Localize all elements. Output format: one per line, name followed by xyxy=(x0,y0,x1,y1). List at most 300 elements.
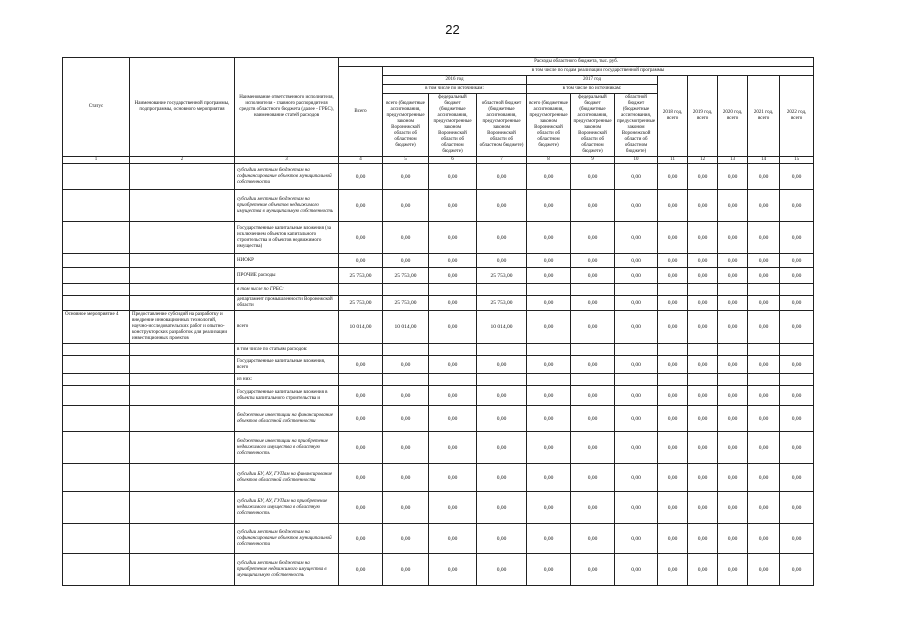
page-number: 22 xyxy=(445,22,460,37)
value-cell xyxy=(748,344,780,356)
expense-label-cell: Государственные капитальные вложения, всего xyxy=(235,356,339,374)
value-cell: 0,00 xyxy=(571,554,615,586)
value-cell: 0,00 xyxy=(429,464,477,492)
column-number: 13 xyxy=(718,157,748,164)
value-cell: 0,00 xyxy=(615,406,658,432)
column-number: 11 xyxy=(658,157,688,164)
program-cell xyxy=(130,432,235,464)
table-row xyxy=(63,296,814,311)
value-cell: 0,00 xyxy=(780,356,814,374)
value-cell xyxy=(748,374,780,386)
value-cell: 0,00 xyxy=(383,254,429,268)
value-cell: 0,00 xyxy=(718,524,748,554)
value-cell: 0,00 xyxy=(477,406,527,432)
budget-table xyxy=(62,57,814,586)
value-cell: 0,00 xyxy=(429,524,477,554)
program-cell xyxy=(130,464,235,492)
expense-label-cell: Государственные капитальные вложения в объекты капитального строительства и xyxy=(235,386,339,406)
value-cell: 0,00 xyxy=(571,268,615,284)
value-cell: 0,00 xyxy=(658,554,688,586)
value-cell: 0,00 xyxy=(718,464,748,492)
column-number: 4 xyxy=(339,157,383,164)
value-cell: 0,00 xyxy=(688,356,718,374)
value-cell: 0,00 xyxy=(477,554,527,586)
value-cell: 0,00 xyxy=(571,311,615,344)
value-cell: 0,00 xyxy=(571,492,615,524)
value-cell: 0,00 xyxy=(339,356,383,374)
value-cell: 0,00 xyxy=(527,296,571,311)
value-cell xyxy=(571,374,615,386)
value-cell: 0,00 xyxy=(780,554,814,586)
value-cell: 0,00 xyxy=(718,268,748,284)
value-cell: 0,00 xyxy=(780,492,814,524)
table-row xyxy=(63,284,814,296)
value-cell xyxy=(429,284,477,296)
value-cell: 0,00 xyxy=(780,311,814,344)
value-cell: 0,00 xyxy=(527,554,571,586)
value-cell: 0,00 xyxy=(383,386,429,406)
value-cell: 0,00 xyxy=(748,296,780,311)
value-cell: 0,00 xyxy=(571,464,615,492)
value-cell: 0,00 xyxy=(383,164,429,190)
value-cell: 0,00 xyxy=(615,222,658,254)
value-cell: 0,00 xyxy=(658,524,688,554)
value-cell: 25 753,00 xyxy=(339,268,383,284)
expense-label-cell: субсидии БУ, АУ, ГУПам на финансирование объектов областной собственности xyxy=(235,464,339,492)
program-cell: Предоставление субсидий на разработку и внедрение инновационных технологий, научно-исследовательских работ и опытно-конструкторских разработок для реализации инвестиционных проектов xyxy=(130,311,235,344)
program-cell xyxy=(130,492,235,524)
value-cell: 0,00 xyxy=(718,164,748,190)
value-cell: 0,00 xyxy=(688,190,718,222)
value-cell xyxy=(780,374,814,386)
column-number: 3 xyxy=(235,157,339,164)
expense-label-cell: в том числе по статьям расходов: xyxy=(235,344,339,356)
program-cell xyxy=(130,356,235,374)
value-cell xyxy=(477,374,527,386)
column-number: 10 xyxy=(615,157,658,164)
value-cell: 0,00 xyxy=(571,254,615,268)
value-cell: 0,00 xyxy=(748,356,780,374)
value-cell: 25 753,00 xyxy=(383,296,429,311)
value-cell: 0,00 xyxy=(339,524,383,554)
value-cell: 0,00 xyxy=(748,222,780,254)
value-cell: 0,00 xyxy=(571,164,615,190)
header-2017-federal: федеральный бюджет (бюджетные ассигнования, предусмотренные законом Воронежской области об областном бюджете) xyxy=(571,94,615,157)
value-cell: 0,00 xyxy=(477,524,527,554)
value-cell: 0,00 xyxy=(383,554,429,586)
column-number: 14 xyxy=(748,157,780,164)
value-cell: 0,00 xyxy=(527,406,571,432)
expense-label-cell: субсидии местным бюджетам на приобретение объектов недвижимого имущества в муниципальную собственность xyxy=(235,190,339,222)
program-cell xyxy=(130,296,235,311)
value-cell: 0,00 xyxy=(718,296,748,311)
expense-label-cell: бюджетные инвестиции на приобретение недвижимого имущества в областную собственность xyxy=(235,432,339,464)
status-cell xyxy=(63,524,130,554)
value-cell: 0,00 xyxy=(688,464,718,492)
value-cell: 0,00 xyxy=(780,254,814,268)
value-cell: 0,00 xyxy=(383,190,429,222)
table-row xyxy=(63,374,814,386)
value-cell: 0,00 xyxy=(615,190,658,222)
table-row xyxy=(63,311,814,344)
header-2022: 2022 год, всего xyxy=(780,76,814,157)
value-cell: 0,00 xyxy=(780,296,814,311)
expense-label-cell: субсидии БУ, АУ, ГУПам на приобретение недвижимого имущества в областную собственность xyxy=(235,492,339,524)
value-cell: 0,00 xyxy=(658,296,688,311)
value-cell: 0,00 xyxy=(748,406,780,432)
value-cell: 0,00 xyxy=(429,190,477,222)
value-cell: 0,00 xyxy=(718,356,748,374)
value-cell xyxy=(527,344,571,356)
value-cell: 0,00 xyxy=(718,254,748,268)
header-2016-total: всего (бюджетные ассигнования, предусмотренные законом Воронежской области об областном бюджете) xyxy=(383,94,429,157)
table-row xyxy=(63,356,814,374)
value-cell: 0,00 xyxy=(383,464,429,492)
column-number: 6 xyxy=(429,157,477,164)
value-cell: 0,00 xyxy=(339,386,383,406)
header-2019: 2019 год, всего xyxy=(688,76,718,157)
value-cell: 0,00 xyxy=(383,406,429,432)
program-cell xyxy=(130,222,235,254)
column-number: 5 xyxy=(383,157,429,164)
value-cell: 0,00 xyxy=(339,164,383,190)
value-cell: 10 014,00 xyxy=(383,311,429,344)
status-cell xyxy=(63,406,130,432)
value-cell xyxy=(748,284,780,296)
value-cell: 0,00 xyxy=(571,190,615,222)
status-cell xyxy=(63,254,130,268)
value-cell xyxy=(339,374,383,386)
value-cell xyxy=(718,344,748,356)
value-cell: 0,00 xyxy=(615,254,658,268)
status-cell xyxy=(63,190,130,222)
header-2017-total: всего (бюджетные ассигнования, предусмотренные законом Воронежской области об областном бюджете) xyxy=(527,94,571,157)
value-cell: 0,00 xyxy=(339,432,383,464)
value-cell xyxy=(339,284,383,296)
value-cell: 0,00 xyxy=(429,254,477,268)
program-cell xyxy=(130,268,235,284)
value-cell: 25 753,00 xyxy=(383,268,429,284)
value-cell: 0,00 xyxy=(527,464,571,492)
value-cell: 0,00 xyxy=(780,190,814,222)
program-cell xyxy=(130,406,235,432)
value-cell: 0,00 xyxy=(658,386,688,406)
value-cell: 0,00 xyxy=(339,464,383,492)
value-cell: 0,00 xyxy=(571,296,615,311)
value-cell: 0,00 xyxy=(718,311,748,344)
value-cell: 0,00 xyxy=(383,356,429,374)
value-cell: 0,00 xyxy=(477,164,527,190)
value-cell: 0,00 xyxy=(780,432,814,464)
header-2021: 2021 год, всего xyxy=(748,76,780,157)
value-cell xyxy=(615,284,658,296)
table-row xyxy=(63,386,814,406)
value-cell: 0,00 xyxy=(748,432,780,464)
header-2016-federal: федеральный бюджет (бюджетные ассигнования, предусмотренные законом Воронежской области об областном бюджете) xyxy=(429,94,477,157)
value-cell: 0,00 xyxy=(658,254,688,268)
status-cell xyxy=(63,464,130,492)
status-cell xyxy=(63,386,130,406)
value-cell: 0,00 xyxy=(477,432,527,464)
value-cell: 0,00 xyxy=(615,386,658,406)
column-number: 9 xyxy=(571,157,615,164)
value-cell xyxy=(780,344,814,356)
value-cell: 0,00 xyxy=(748,268,780,284)
expense-label-cell: всего xyxy=(235,311,339,344)
value-cell: 0,00 xyxy=(429,406,477,432)
value-cell: 0,00 xyxy=(658,222,688,254)
value-cell: 25 753,00 xyxy=(339,296,383,311)
value-cell: 0,00 xyxy=(688,164,718,190)
value-cell: 0,00 xyxy=(571,406,615,432)
value-cell: 0,00 xyxy=(748,464,780,492)
column-number: 15 xyxy=(780,157,814,164)
value-cell: 0,00 xyxy=(571,356,615,374)
program-cell xyxy=(130,554,235,586)
value-cell xyxy=(615,344,658,356)
value-cell xyxy=(571,284,615,296)
program-cell xyxy=(130,524,235,554)
value-cell xyxy=(383,344,429,356)
value-cell: 0,00 xyxy=(615,554,658,586)
value-cell: 0,00 xyxy=(718,554,748,586)
value-cell: 0,00 xyxy=(615,296,658,311)
value-cell: 0,00 xyxy=(477,356,527,374)
value-cell xyxy=(718,374,748,386)
value-cell: 0,00 xyxy=(748,524,780,554)
table-row xyxy=(63,432,814,464)
value-cell: 0,00 xyxy=(780,464,814,492)
value-cell: 0,00 xyxy=(615,311,658,344)
value-cell xyxy=(658,284,688,296)
table-row xyxy=(63,190,814,222)
value-cell xyxy=(429,374,477,386)
header-program: Наименование государственной программы, подпрограммы, основного мероприятия xyxy=(130,58,235,157)
value-cell xyxy=(658,344,688,356)
value-cell: 0,00 xyxy=(429,554,477,586)
value-cell: 25 753,00 xyxy=(477,268,527,284)
status-cell xyxy=(63,432,130,464)
value-cell: 0,00 xyxy=(477,492,527,524)
expense-label-cell: ПРОЧИЕ расходы xyxy=(235,268,339,284)
status-cell xyxy=(63,554,130,586)
value-cell xyxy=(615,374,658,386)
value-cell xyxy=(718,284,748,296)
expense-label-cell: субсидии местным бюджетам на приобретение недвижимого имущества в муниципальную собственность xyxy=(235,554,339,586)
value-cell: 0,00 xyxy=(339,190,383,222)
value-cell: 0,00 xyxy=(527,492,571,524)
value-cell: 0,00 xyxy=(429,356,477,374)
value-cell xyxy=(383,284,429,296)
column-number: 1 xyxy=(63,157,130,164)
value-cell: 0,00 xyxy=(688,254,718,268)
header-2016-regional: областной бюджет (бюджетные ассигнования, предусмотренные законом Воронежской области об областном бюджете) xyxy=(477,94,527,157)
column-number: 7 xyxy=(477,157,527,164)
value-cell xyxy=(527,374,571,386)
value-cell: 0,00 xyxy=(658,464,688,492)
value-cell: 0,00 xyxy=(748,164,780,190)
value-cell: 0,00 xyxy=(615,164,658,190)
value-cell: 0,00 xyxy=(688,554,718,586)
value-cell: 0,00 xyxy=(658,190,688,222)
table-row xyxy=(63,222,814,254)
value-cell: 0,00 xyxy=(339,222,383,254)
status-cell xyxy=(63,344,130,356)
table-row xyxy=(63,554,814,586)
value-cell: 0,00 xyxy=(780,222,814,254)
value-cell: 0,00 xyxy=(748,190,780,222)
value-cell: 0,00 xyxy=(477,464,527,492)
value-cell: 0,00 xyxy=(658,356,688,374)
table-row xyxy=(63,492,814,524)
value-cell: 0,00 xyxy=(571,524,615,554)
value-cell: 0,00 xyxy=(688,524,718,554)
value-cell xyxy=(688,374,718,386)
value-cell: 0,00 xyxy=(527,386,571,406)
value-cell: 0,00 xyxy=(748,492,780,524)
value-cell: 0,00 xyxy=(688,406,718,432)
value-cell: 0,00 xyxy=(780,524,814,554)
header-sources-2016: в том числе по источникам: xyxy=(383,85,527,94)
value-cell: 0,00 xyxy=(718,386,748,406)
column-number: 8 xyxy=(527,157,571,164)
header-status: Статус xyxy=(63,58,130,157)
value-cell: 0,00 xyxy=(527,254,571,268)
value-cell: 0,00 xyxy=(477,254,527,268)
header-total: Всего xyxy=(339,67,383,157)
value-cell: 0,00 xyxy=(780,268,814,284)
value-cell: 0,00 xyxy=(658,268,688,284)
value-cell: 0,00 xyxy=(429,222,477,254)
value-cell xyxy=(571,344,615,356)
column-number-row xyxy=(63,157,814,164)
value-cell: 0,00 xyxy=(429,492,477,524)
value-cell xyxy=(477,344,527,356)
value-cell: 0,00 xyxy=(339,554,383,586)
value-cell xyxy=(688,284,718,296)
value-cell xyxy=(527,284,571,296)
value-cell xyxy=(477,284,527,296)
header-sources-2017: в том числе по источникам: xyxy=(527,85,658,94)
value-cell: 0,00 xyxy=(477,190,527,222)
value-cell: 0,00 xyxy=(477,386,527,406)
value-cell: 0,00 xyxy=(688,222,718,254)
value-cell: 0,00 xyxy=(477,222,527,254)
value-cell: 0,00 xyxy=(527,190,571,222)
program-cell xyxy=(130,386,235,406)
value-cell: 0,00 xyxy=(718,492,748,524)
table-row xyxy=(63,344,814,356)
value-cell: 0,00 xyxy=(527,268,571,284)
header-2020: 2020 год, всего xyxy=(718,76,748,157)
header-year-2016: 2016 год xyxy=(383,76,527,85)
header-incl-years: в том числе по годам реализации государственной программы xyxy=(383,67,814,76)
status-cell xyxy=(63,268,130,284)
value-cell: 0,00 xyxy=(718,432,748,464)
value-cell: 0,00 xyxy=(571,222,615,254)
expense-label-cell: НИОКР xyxy=(235,254,339,268)
value-cell: 0,00 xyxy=(527,311,571,344)
value-cell: 0,00 xyxy=(383,524,429,554)
expense-label-cell: в том числе по ГРБС: xyxy=(235,284,339,296)
value-cell: 0,00 xyxy=(658,164,688,190)
value-cell xyxy=(688,344,718,356)
table-row xyxy=(63,164,814,190)
value-cell: 0,00 xyxy=(339,406,383,432)
value-cell: 0,00 xyxy=(615,356,658,374)
value-cell: 0,00 xyxy=(527,432,571,464)
value-cell: 0,00 xyxy=(527,356,571,374)
status-cell xyxy=(63,164,130,190)
header-year-2017: 2017 год xyxy=(527,76,658,85)
value-cell: 0,00 xyxy=(658,432,688,464)
program-cell xyxy=(130,190,235,222)
table-row xyxy=(63,464,814,492)
budget-table-container xyxy=(62,57,814,586)
value-cell: 0,00 xyxy=(748,311,780,344)
table-row xyxy=(63,524,814,554)
value-cell: 0,00 xyxy=(780,164,814,190)
value-cell: 0,00 xyxy=(688,311,718,344)
value-cell: 0,00 xyxy=(615,464,658,492)
value-cell: 0,00 xyxy=(527,524,571,554)
value-cell: 0,00 xyxy=(658,492,688,524)
value-cell: 0,00 xyxy=(688,432,718,464)
status-cell xyxy=(63,222,130,254)
status-cell: Основное мероприятие 4 xyxy=(63,311,130,344)
value-cell xyxy=(429,344,477,356)
value-cell: 0,00 xyxy=(780,406,814,432)
value-cell xyxy=(658,374,688,386)
table-row xyxy=(63,406,814,432)
value-cell: 0,00 xyxy=(615,524,658,554)
program-cell xyxy=(130,284,235,296)
value-cell: 0,00 xyxy=(748,386,780,406)
value-cell xyxy=(383,374,429,386)
expense-label-cell: департамент промышленности Воронежской области xyxy=(235,296,339,311)
expense-label-cell: Государственные капитальные вложения (за исключением объектов капитального строительства и объектов недвижимого имущества) xyxy=(235,222,339,254)
value-cell xyxy=(339,344,383,356)
value-cell: 0,00 xyxy=(571,432,615,464)
value-cell: 0,00 xyxy=(429,164,477,190)
value-cell: 0,00 xyxy=(429,432,477,464)
header-expenses: Расходы областного бюджета, тыс. руб. xyxy=(339,58,814,67)
value-cell: 0,00 xyxy=(780,386,814,406)
program-cell xyxy=(130,164,235,190)
value-cell: 0,00 xyxy=(688,492,718,524)
value-cell: 0,00 xyxy=(718,222,748,254)
table-row xyxy=(63,254,814,268)
value-cell: 10 014,00 xyxy=(339,311,383,344)
status-cell xyxy=(63,374,130,386)
program-cell xyxy=(130,374,235,386)
value-cell: 0,00 xyxy=(718,190,748,222)
value-cell: 0,00 xyxy=(383,432,429,464)
value-cell: 0,00 xyxy=(688,268,718,284)
value-cell: 0,00 xyxy=(429,311,477,344)
program-cell xyxy=(130,344,235,356)
value-cell: 25 753,00 xyxy=(477,296,527,311)
value-cell: 0,00 xyxy=(339,492,383,524)
value-cell: 0,00 xyxy=(688,386,718,406)
value-cell: 0,00 xyxy=(718,406,748,432)
value-cell: 0,00 xyxy=(748,254,780,268)
header-responsible: Наименование ответственного исполнителя, исполнителя - главного распорядителя средств областного бюджета (далее - ГРБС), наименование статей расходов xyxy=(235,58,339,157)
status-cell xyxy=(63,296,130,311)
column-number: 2 xyxy=(130,157,235,164)
value-cell: 0,00 xyxy=(339,254,383,268)
value-cell: 10 014,00 xyxy=(477,311,527,344)
